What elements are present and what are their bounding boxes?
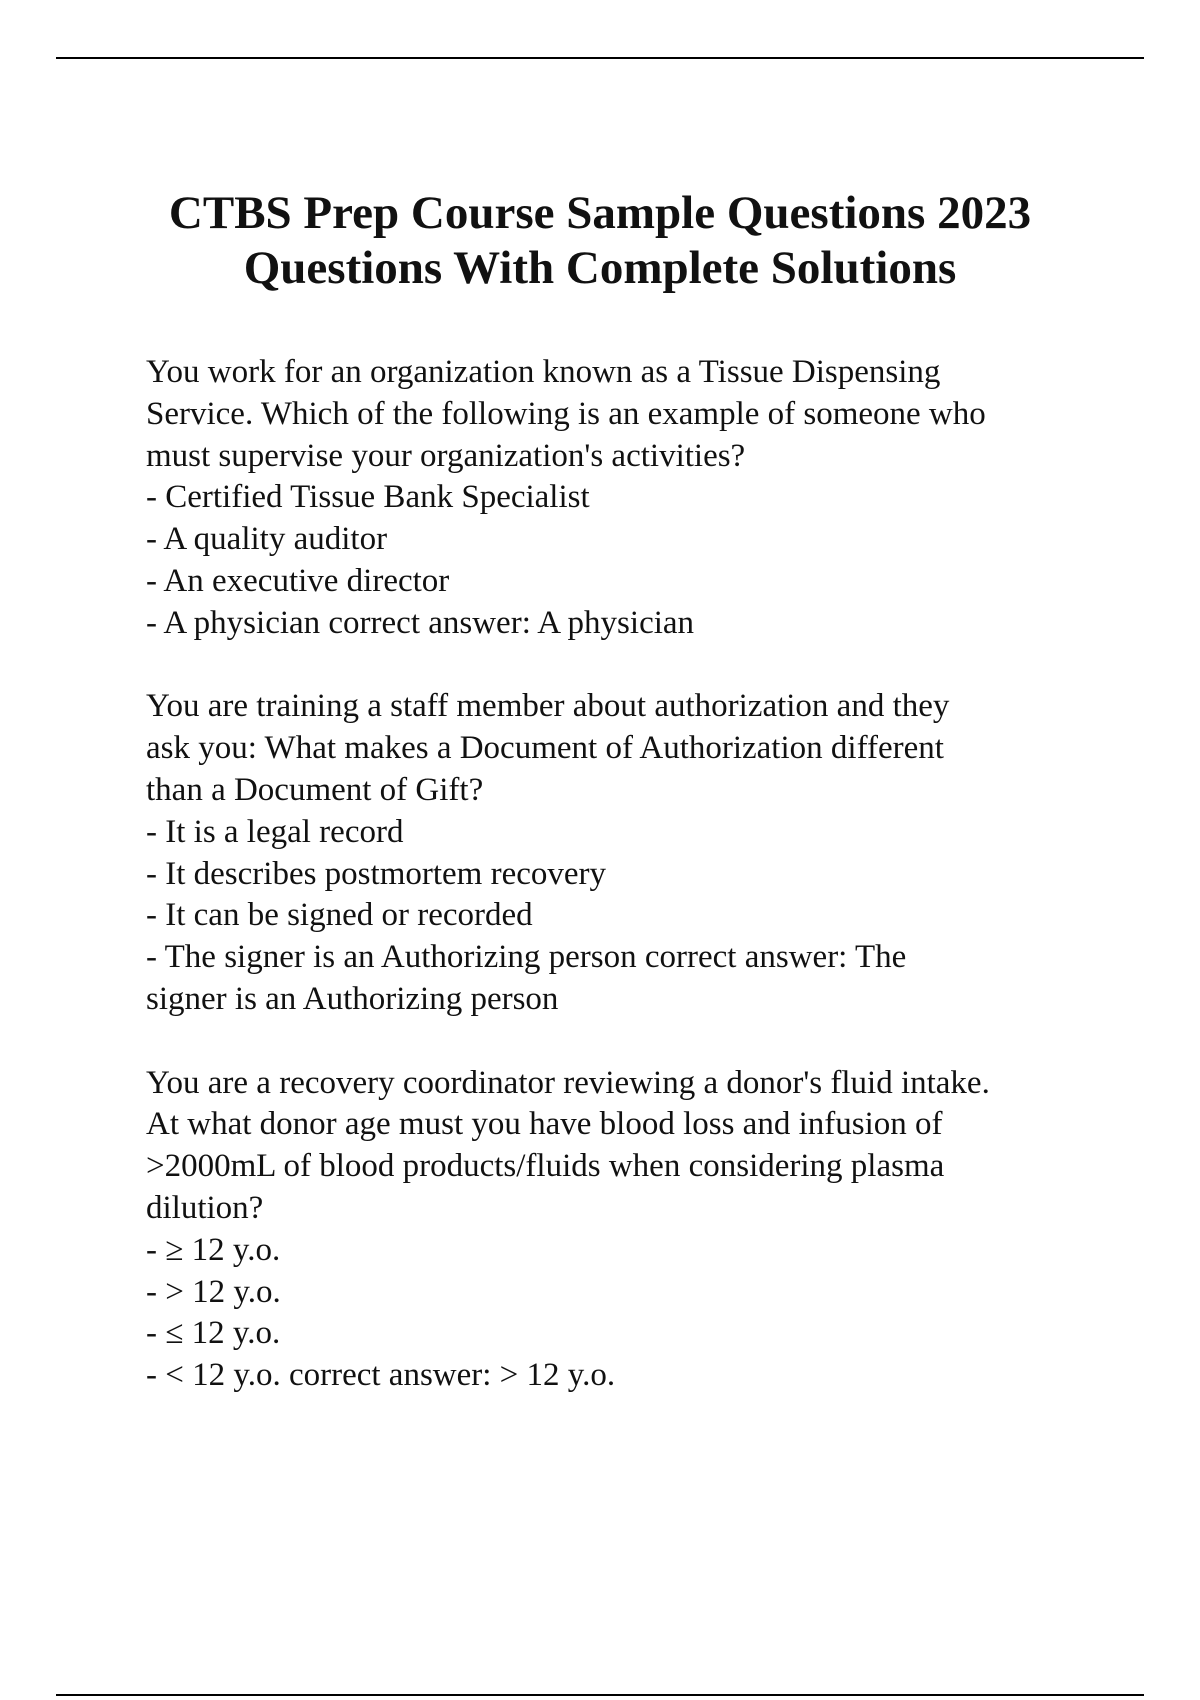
bottom-divider bbox=[56, 1694, 1144, 1696]
title-line: CTBS Prep Course Sample Questions 2023 bbox=[168, 187, 1032, 239]
question-text-line: Service. Which of the following is an example of someone who bbox=[146, 395, 986, 432]
correct-answer-continuation: signer is an Authorizing person bbox=[146, 980, 559, 1017]
question-text-line: dilution? bbox=[146, 1189, 264, 1226]
answer-option: - ≥ 12 y.o. bbox=[146, 1231, 281, 1268]
top-divider bbox=[56, 57, 1144, 59]
question-text-line: >2000mL of blood products/fluids when considering plasma bbox=[146, 1148, 945, 1185]
answer-option-with-correct-answer: - A physician correct answer: A physician bbox=[146, 604, 695, 641]
answer-option: - Certified Tissue Bank Specialist bbox=[146, 479, 590, 516]
question-text-line: You are training a staff member about authorization and they bbox=[146, 688, 950, 725]
answer-option: - A quality auditor bbox=[146, 521, 388, 558]
answer-option-with-correct-answer: - < 12 y.o. correct answer: > 12 y.o. bbox=[146, 1357, 616, 1394]
question-text-line: ask you: What makes a Document of Authorization different bbox=[146, 730, 944, 767]
document-body bbox=[146, 352, 1146, 1439]
answer-option: - An executive director bbox=[146, 562, 450, 599]
question-text-line: You are a recovery coordinator reviewing a donor's fluid intake. bbox=[146, 1064, 990, 1101]
question-text-line: At what donor age must you have blood loss and infusion of bbox=[146, 1106, 943, 1143]
question-text-line: than a Document of Gift? bbox=[146, 771, 484, 808]
question-block-1 bbox=[146, 352, 1146, 645]
answer-option: - It is a legal record bbox=[146, 813, 404, 850]
title-line: Questions With Complete Solutions bbox=[243, 242, 957, 294]
page-title bbox=[80, 186, 1120, 296]
answer-option: - It describes postmortem recovery bbox=[146, 855, 607, 892]
question-text-line: must supervise your organization's activities? bbox=[146, 437, 746, 474]
answer-option: - > 12 y.o. bbox=[146, 1273, 281, 1310]
question-block-2 bbox=[146, 686, 1146, 1020]
answer-option: - ≤ 12 y.o. bbox=[146, 1315, 281, 1352]
question-text-line: You work for an organization known as a Tissue Dispensing bbox=[146, 354, 941, 390]
question-block-3 bbox=[146, 1063, 1146, 1397]
answer-option: - It can be signed or recorded bbox=[146, 897, 533, 934]
answer-option-with-correct-answer: - The signer is an Authorizing person correct answer: The bbox=[146, 939, 907, 976]
